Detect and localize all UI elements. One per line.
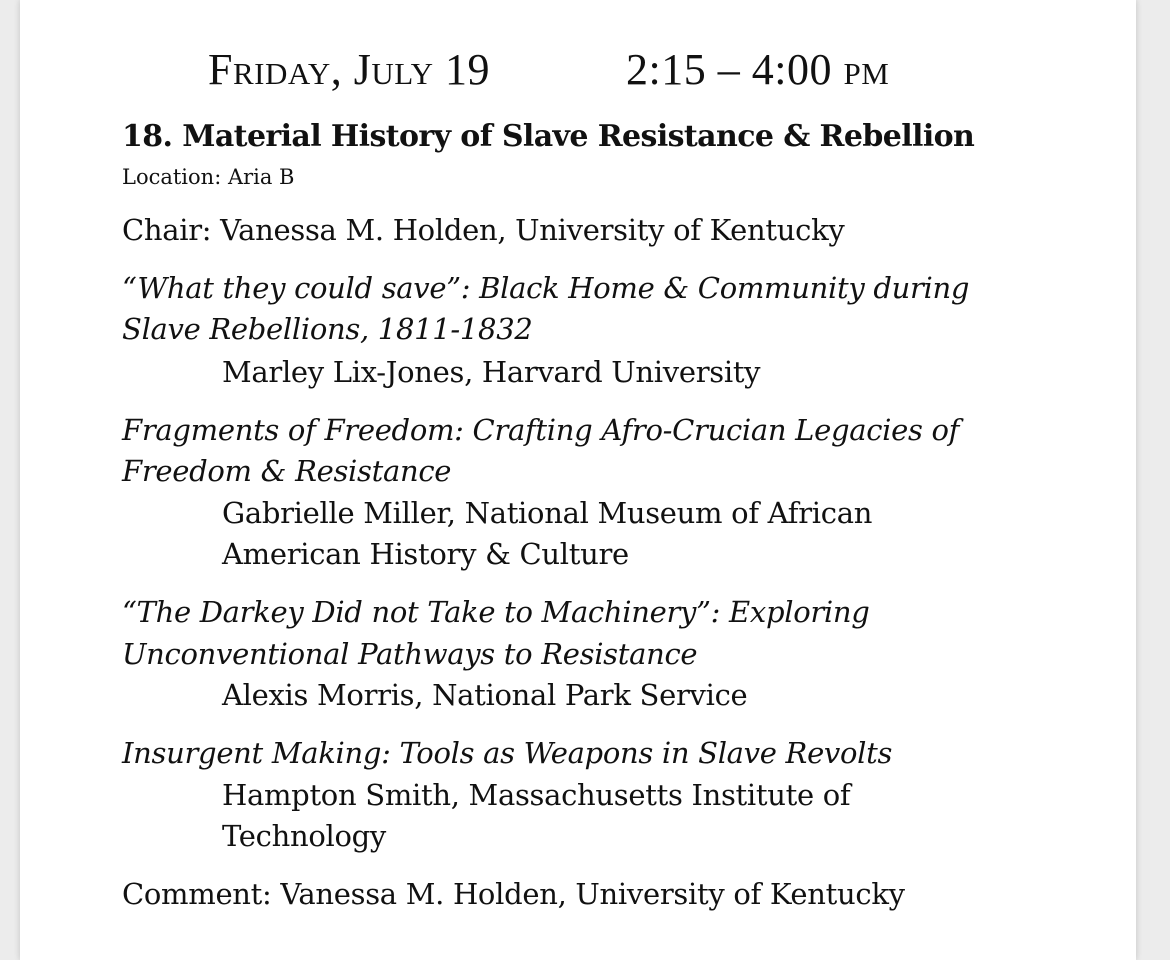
session-comment: Comment: Vanessa M. Holden, University of Kentucky: [122, 877, 905, 911]
program-page: [20, 0, 1136, 960]
paper-presenter: American History & Culture: [222, 537, 629, 571]
paper-title-line: Slave Rebellions, 1811-1832: [122, 312, 533, 346]
session-chair: Chair: Vanessa M. Holden, University of Kentucky: [122, 213, 845, 247]
paper-presenter: Hampton Smith, Massachusetts Institute of: [222, 778, 851, 812]
paper-title-line: Unconventional Pathways to Resistance: [122, 637, 698, 671]
session-title: 18. Material History of Slave Resistance & Rebellion: [122, 119, 975, 154]
session-time: 2:15 – 4:00 pm: [626, 45, 890, 94]
session-day: Friday, July 19: [208, 45, 491, 94]
paper-title-line: Fragments of Freedom: Crafting Afro-Crucian Legacies of: [122, 413, 960, 447]
paper-title-line: Insurgent Making: Tools as Weapons in Slave Revolts: [122, 736, 893, 770]
paper-title-line: “What they could save”: Black Home & Community during: [122, 271, 970, 305]
paper-presenter: Technology: [222, 819, 386, 853]
paper-presenter: Gabrielle Miller, National Museum of African: [222, 496, 873, 530]
paper-presenter: Alexis Morris, National Park Service: [222, 678, 748, 712]
paper-presenter: Marley Lix-Jones, Harvard University: [222, 355, 761, 389]
paper-title-line: Freedom & Resistance: [122, 454, 452, 488]
session-location: Location: Aria B: [122, 165, 295, 189]
paper-title-line: “The Darkey Did not Take to Machinery”: Exploring: [122, 595, 870, 629]
